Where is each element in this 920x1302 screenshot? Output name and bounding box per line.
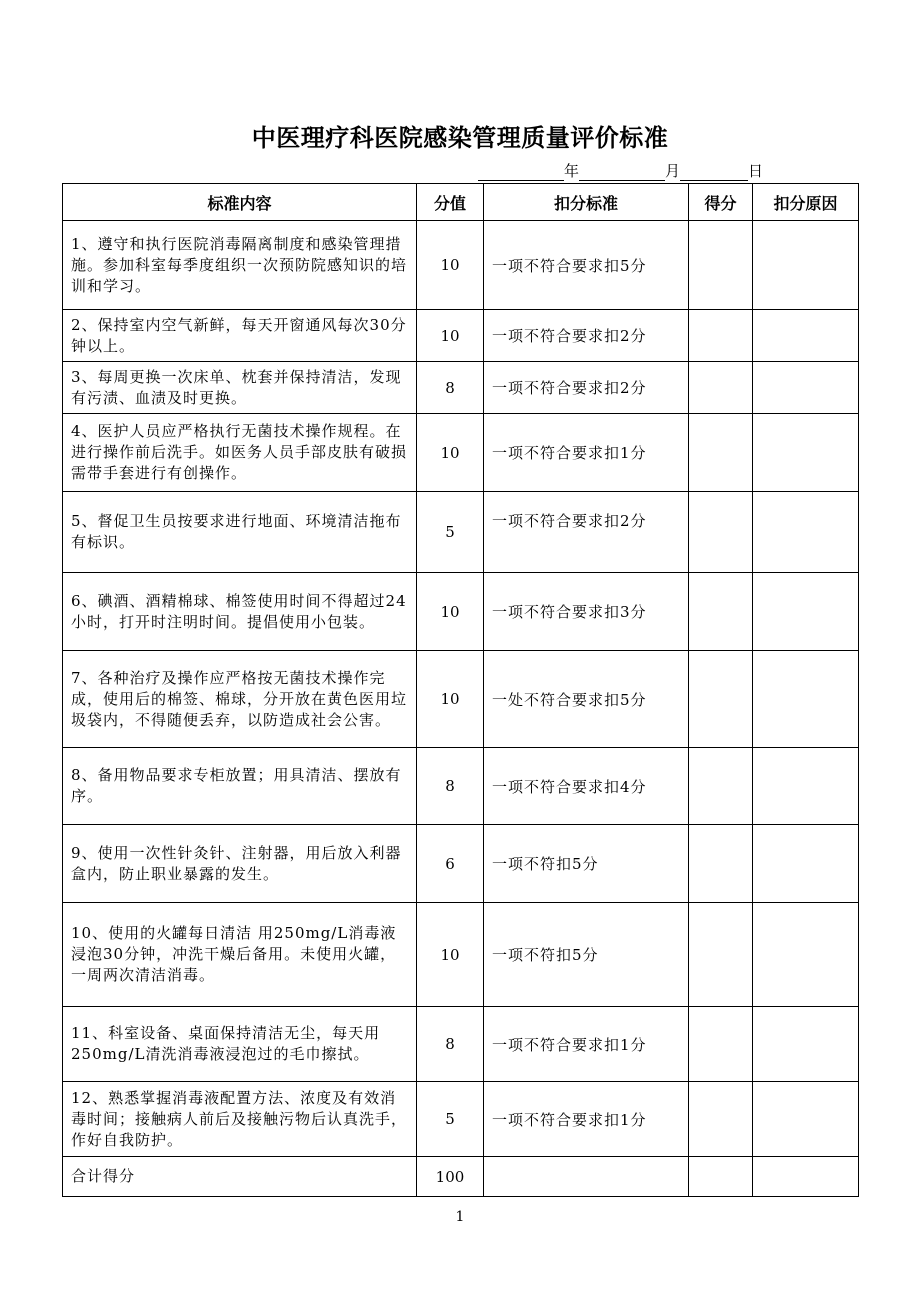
content-cell: 3、每周更换一次床单、枕套并保持清洁，发现有污渍、血渍及时更换。 <box>63 362 417 414</box>
deduction-cell: 一项不符合要求扣3分 <box>484 573 689 651</box>
table-row <box>63 492 859 573</box>
reason-cell <box>753 221 859 310</box>
got-score-cell <box>689 651 753 748</box>
got-score-cell <box>689 825 753 903</box>
table-row <box>63 903 859 1007</box>
total-deduction-cell <box>484 1157 689 1197</box>
total-row <box>63 1157 859 1197</box>
got-score-cell <box>689 903 753 1007</box>
score-cell: 8 <box>417 362 484 414</box>
deduction-cell: 一项不符合要求扣5分 <box>484 221 689 310</box>
got-score-cell <box>689 573 753 651</box>
content-cell: 4、医护人员应严格执行无菌技术操作规程。在进行操作前后洗手。如医务人员手部皮肤有破损需带手套进行有创操作。 <box>63 414 417 492</box>
content-cell: 6、碘酒、酒精棉球、棉签使用时间不得超过24小时，打开时注明时间。提倡使用小包装。 <box>63 573 417 651</box>
content-cell: 5、督促卫生员按要求进行地面、环境清洁拖布有标识。 <box>63 492 417 573</box>
got-score-cell <box>689 1007 753 1082</box>
deduction-cell: 一项不符扣5分 <box>484 903 689 1007</box>
score-cell: 10 <box>417 573 484 651</box>
score-cell: 10 <box>417 310 484 362</box>
table-row <box>63 1082 859 1157</box>
score-cell: 6 <box>417 825 484 903</box>
score-cell: 10 <box>417 651 484 748</box>
deduction-cell: 一项不符合要求扣1分 <box>484 1082 689 1157</box>
content-cell: 1、遵守和执行医院消毒隔离制度和感染管理措施。参加科室每季度组织一次预防院感知识的培训和学习。 <box>63 221 417 310</box>
total-label: 合计得分 <box>63 1157 417 1197</box>
score-cell: 10 <box>417 221 484 310</box>
header-reason: 扣分原因 <box>753 184 859 221</box>
total-reason-cell <box>753 1157 859 1197</box>
table-row <box>63 825 859 903</box>
document-title: 中医理疗科医院感染管理质量评价标准 <box>251 123 669 152</box>
content-cell: 8、备用物品要求专柜放置；用具清洁、摆放有序。 <box>63 748 417 825</box>
deduction-cell: 一项不符合要求扣1分 <box>484 414 689 492</box>
content-cell: 11、科室设备、桌面保持清洁无尘，每天用250mg/L清洗消毒液浸泡过的毛巾擦拭。 <box>63 1007 417 1082</box>
content-cell: 10、使用的火罐每日清洁 用250mg/L消毒液浸泡30分钟，冲洗干燥后备用。未使用火罐，一周两次清洁消毒。 <box>63 903 417 1007</box>
content-cell: 7、各种治疗及操作应严格按无菌技术操作完成，使用后的棉签、棉球，分开放在黄色医用垃圾袋内，不得随便丢弃，以防造成社会公害。 <box>63 651 417 748</box>
table-row <box>63 651 859 748</box>
day-label: 日 <box>748 162 764 180</box>
deduction-cell: 一项不符扣5分 <box>484 825 689 903</box>
year-label: 年 <box>564 162 580 180</box>
got-score-cell <box>689 362 753 414</box>
table-header-row <box>63 184 859 221</box>
score-cell: 10 <box>417 414 484 492</box>
total-score: 100 <box>417 1157 484 1197</box>
day-blank <box>680 164 748 181</box>
score-cell: 5 <box>417 1082 484 1157</box>
reason-cell <box>753 310 859 362</box>
reason-cell <box>753 492 859 573</box>
table-row <box>63 748 859 825</box>
deduction-cell: 一项不符合要求扣4分 <box>484 748 689 825</box>
table-body <box>63 221 859 1197</box>
month-label: 月 <box>665 162 681 180</box>
header-content: 标准内容 <box>63 184 417 221</box>
got-score-cell <box>689 492 753 573</box>
deduction-cell: 一处不符合要求扣5分 <box>484 651 689 748</box>
got-score-cell <box>689 414 753 492</box>
month-blank <box>579 164 665 181</box>
reason-cell <box>753 651 859 748</box>
table-row <box>63 1007 859 1082</box>
table-row <box>63 573 859 651</box>
got-score-cell <box>689 310 753 362</box>
deduction-cell: 一项不符合要求扣2分 <box>484 310 689 362</box>
deduction-cell: 一项不符合要求扣2分 <box>484 362 689 414</box>
header-score: 分值 <box>417 184 484 221</box>
reason-cell <box>753 573 859 651</box>
content-cell: 2、保持室内空气新鲜，每天开窗通风每次30分钟以上。 <box>63 310 417 362</box>
deduction-cell: 一项不符合要求扣2分 <box>484 492 689 573</box>
header-got: 得分 <box>689 184 753 221</box>
reason-cell <box>753 903 859 1007</box>
reason-cell <box>753 362 859 414</box>
content-cell: 9、使用一次性针灸针、注射器，用后放入利器盒内，防止职业暴露的发生。 <box>63 825 417 903</box>
date-line <box>478 160 763 181</box>
got-score-cell <box>689 1082 753 1157</box>
page-number: 1 <box>455 1209 465 1225</box>
header-deduction: 扣分标准 <box>484 184 689 221</box>
reason-cell <box>753 825 859 903</box>
table-row <box>63 362 859 414</box>
got-score-cell <box>689 748 753 825</box>
total-got-cell <box>689 1157 753 1197</box>
score-cell: 8 <box>417 1007 484 1082</box>
year-blank <box>478 164 564 181</box>
reason-cell <box>753 1082 859 1157</box>
score-cell: 10 <box>417 903 484 1007</box>
table-row <box>63 221 859 310</box>
table-row <box>63 310 859 362</box>
reason-cell <box>753 748 859 825</box>
score-cell: 8 <box>417 748 484 825</box>
reason-cell <box>753 1007 859 1082</box>
evaluation-table <box>62 183 859 1197</box>
table-row <box>63 414 859 492</box>
content-cell: 12、熟悉掌握消毒液配置方法、浓度及有效消毒时间；接触病人前后及接触污物后认真洗手，作好自我防护。 <box>63 1082 417 1157</box>
score-cell: 5 <box>417 492 484 573</box>
deduction-cell: 一项不符合要求扣1分 <box>484 1007 689 1082</box>
reason-cell <box>753 414 859 492</box>
got-score-cell <box>689 221 753 310</box>
